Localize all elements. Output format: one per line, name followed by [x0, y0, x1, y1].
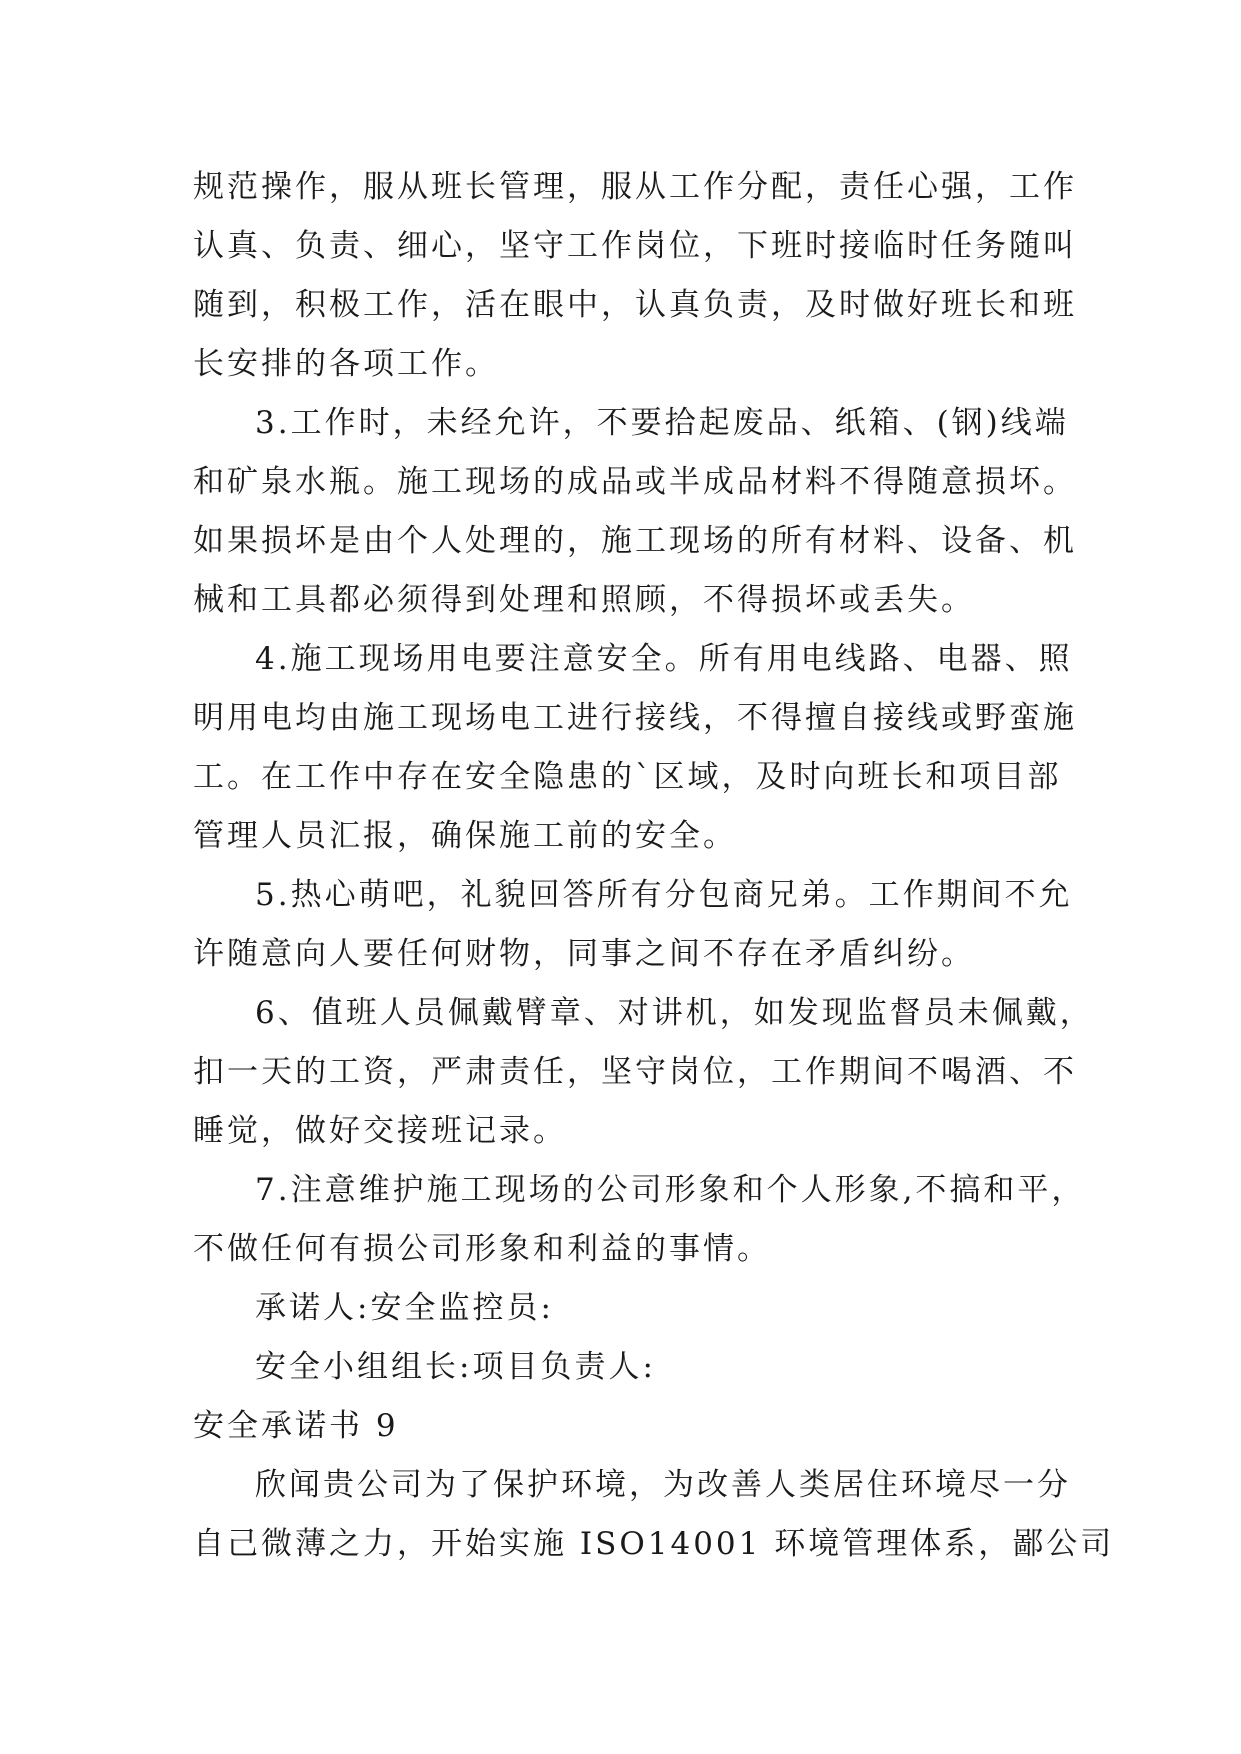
- text-line: 5.热心萌吧，礼貌回答所有分包商兄弟。工作期间不允: [255, 877, 1073, 913]
- text-line: 随到，积极工作，活在眼中，认真负责，及时做好班长和班: [193, 287, 1077, 323]
- text-line: 械和工具都必须得到处理和照顾，不得损坏或丢失。: [193, 582, 975, 618]
- text-line: 明用电均由施工现场电工进行接线，不得擅自接线或野蛮施: [193, 700, 1077, 736]
- text-line: 扣一天的工资，严肃责任，坚守岗位，工作期间不喝酒、不: [193, 1054, 1077, 1090]
- text-line: 7.注意维护施工现场的公司形象和个人形象,不搞和平，: [255, 1172, 1086, 1208]
- text-line: 许随意向人要任何财物，同事之间不存在矛盾纠纷。: [193, 936, 975, 972]
- text-line: 认真、负责、细心，坚守工作岗位，下班时接临时任务随叫: [193, 228, 1077, 264]
- document-body: [193, 158, 1115, 1574]
- text-line: 不做任何有损公司形象和利益的事情。: [193, 1231, 771, 1267]
- text-line: 4.施工现场用电要注意安全。所有用电线路、电器、照: [255, 641, 1073, 677]
- text-line: 工。在工作中存在安全隐患的`区域，及时向班长和项目部: [193, 759, 1062, 795]
- section-heading: 安全承诺书 9: [193, 1408, 399, 1444]
- text-line: 管理人员汇报，确保施工前的安全。: [193, 818, 737, 854]
- text-line: 睡觉，做好交接班记录。: [193, 1113, 567, 1149]
- text-line: 欣闻贵公司为了保护环境，为改善人类居住环境尽一分: [255, 1467, 1071, 1503]
- text-line: 6、值班人员佩戴臂章、对讲机，如发现监督员未佩戴，: [255, 995, 1094, 1031]
- text-line: 和矿泉水瓶。施工现场的成品或半成品材料不得随意损坏。: [193, 464, 1077, 500]
- text-line: 长安排的各项工作。: [193, 346, 499, 382]
- text-line: 规范操作，服从班长管理，服从工作分配，责任心强，工作: [193, 169, 1077, 205]
- text-line: 自己微薄之力，开始实施 ISO14001 环境管理体系，鄙公司: [193, 1526, 1115, 1562]
- text-line: 如果损坏是由个人处理的，施工现场的所有材料、设备、机: [193, 523, 1077, 559]
- signature-line-promisor: 承诺人:安全监控员:: [255, 1290, 554, 1326]
- text-line: 3.工作时，未经允许，不要拾起废品、纸箱、(钢)线端: [255, 405, 1069, 441]
- signature-line-leader: 安全小组组长:项目负责人:: [255, 1349, 656, 1385]
